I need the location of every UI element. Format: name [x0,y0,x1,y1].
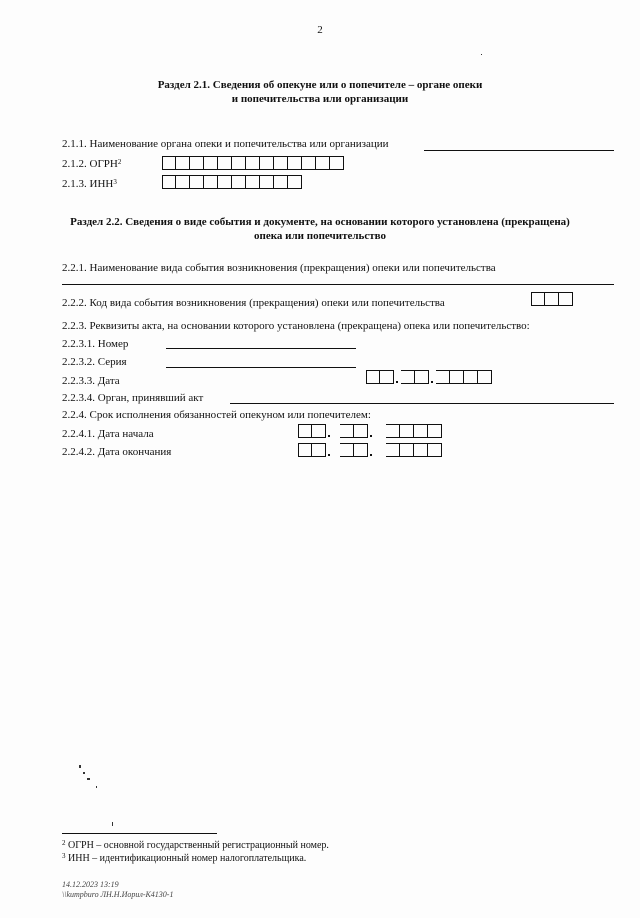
label-2-1-1: 2.1.1. Наименование органа опеки и попечительства или организации [62,138,389,150]
event-code-boxes[interactable] [531,292,573,306]
section-2-2-title-line1: Раздел 2.2. Сведения о виде события и документе, на основании которого установлена (прекращена) [70,216,570,228]
label-2-2-3-2: 2.2.3.2. Серия [62,356,127,368]
section-2-2-title-line2: опека или попечительство [254,230,386,242]
label-2-2-3-1: 2.2.3.1. Номер [62,338,129,350]
start-date-boxes[interactable] [298,424,442,438]
label-2-2-1: 2.2.1. Наименование вида события возникновения (прекращения) опеки или попечительства [62,262,496,274]
label-2-2-4-1: 2.2.4.1. Дата начала [62,428,154,440]
section-2-1-title-line1: Раздел 2.1. Сведения об опекуне или о попечителе – органе опеки [157,79,483,91]
section-2-1-title-line2: и попечительства или организации [231,93,409,105]
footnote-separator [62,833,217,834]
label-2-1-2: 2.1.2. ОГРН$^2$ [62,158,122,170]
label-2-2-3: 2.2.3. Реквизиты акта, на основании которого установлена (прекращена) опека или попечительство: [62,320,530,332]
act-date-boxes[interactable] [366,370,492,384]
ogrn-boxes[interactable] [162,156,344,170]
page-number: 2 [317,24,323,36]
input-line-act-authority[interactable] [230,403,614,404]
label-2-2-4-2: 2.2.4.2. Дата окончания [62,446,172,458]
print-stamp-datetime: 14.12.2023 13:19 [62,880,119,889]
input-line-2-1-1[interactable] [424,150,614,151]
label-2-1-3: 2.1.3. ИНН$^3$ [62,178,117,190]
inn-boxes[interactable] [162,175,302,189]
scan-speck [112,822,113,826]
print-stamp-path: \\kumpburo ЛН.Н.Иорил-К4130-1 [62,890,174,899]
scan-speck [83,772,85,774]
scan-speck [79,765,81,768]
label-2-2-3-4: 2.2.3.4. Орган, принявший акт [62,392,204,404]
input-line-2-2-1[interactable] [62,284,614,285]
footnote-2: $^2$ ОГРН – основной государственный регистрационный номер. [62,839,329,851]
end-date-boxes[interactable] [298,443,442,457]
footnote-3: $^3$ ИНН – идентификационный номер налогоплательщика. [62,852,307,864]
scan-speck [87,778,90,780]
input-line-act-number[interactable] [166,348,356,349]
scan-speck [481,54,482,55]
scan-speck [96,786,97,788]
label-2-2-2: 2.2.2. Код вида события возникновения (прекращения) опеки или попечительства [62,297,445,309]
label-2-2-3-3: 2.2.3.3. Дата [62,375,120,387]
label-2-2-4: 2.2.4. Срок исполнения обязанностей опекуном или попечителем: [62,409,371,421]
input-line-act-series[interactable] [166,367,356,368]
